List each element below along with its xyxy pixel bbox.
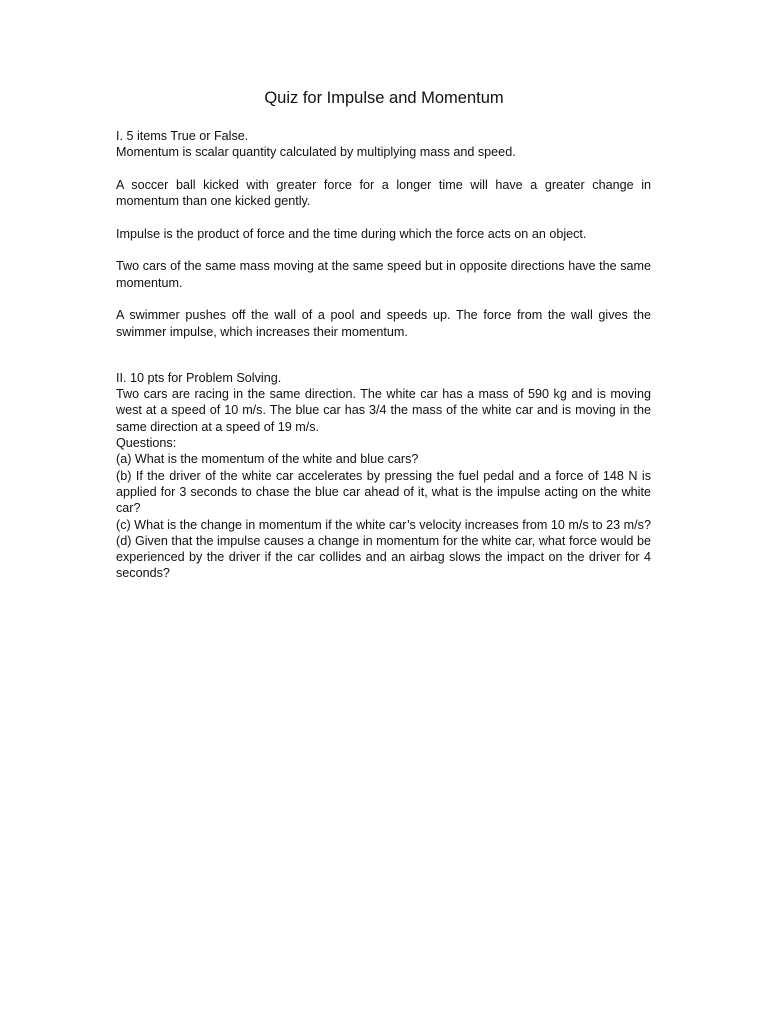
page-title: Quiz for Impulse and Momentum xyxy=(264,89,504,107)
spacer xyxy=(116,161,651,177)
problem-scenario: Two cars are racing in the same direction. The white car has a mass of 590 kg and is moving west at a speed of 10 m/s. The blue car has 3/4 the mass of the white car and is moving in the same direction at a speed of 19 m/s. xyxy=(116,387,651,434)
part2-heading: II. 10 pts for Problem Solving. xyxy=(116,370,282,385)
true-false-item-2: A soccer ball kicked with greater force for a longer time will have a greater change in momentum than one kicked gently. xyxy=(116,177,651,209)
true-false-item-4: Two cars of the same mass moving at the same speed but in opposite directions have the same momentum. xyxy=(116,259,651,290)
spacer xyxy=(116,242,651,258)
spacer xyxy=(116,209,651,225)
question-b: (b) If the driver of the white car accelerates by pressing the fuel pedal and a force of 148 N is applied for 3 seconds to chase the blue car ahead of it, what is the impulse acting on the white car? xyxy=(116,468,651,516)
quiz-content xyxy=(116,128,651,582)
spacer xyxy=(116,340,651,370)
spacer xyxy=(116,291,651,307)
question-d: (d) Given that the impulse causes a change in momentum for the white car, what force would be experienced by the driver if the car collides and an airbag slows the impact on the driver for 4 seconds? xyxy=(116,533,651,581)
true-false-item-1: Momentum is scalar quantity calculated by multiplying mass and speed. xyxy=(116,145,516,160)
part1-heading: I. 5 items True or False. xyxy=(116,129,249,143)
question-a: (a) What is the momentum of the white and blue cars? xyxy=(116,452,419,467)
true-false-item-3: Impulse is the product of force and the time during which the force acts on an object. xyxy=(116,226,587,241)
true-false-item-5: A swimmer pushes off the wall of a pool and speeds up. The force from the wall gives the swimmer impulse, which increases their momentum. xyxy=(116,308,651,339)
questions-label: Questions: xyxy=(116,436,177,451)
question-c: (c) What is the change in momentum if the white car’s velocity increases from 10 m/s to 23 m/s? xyxy=(116,517,651,532)
